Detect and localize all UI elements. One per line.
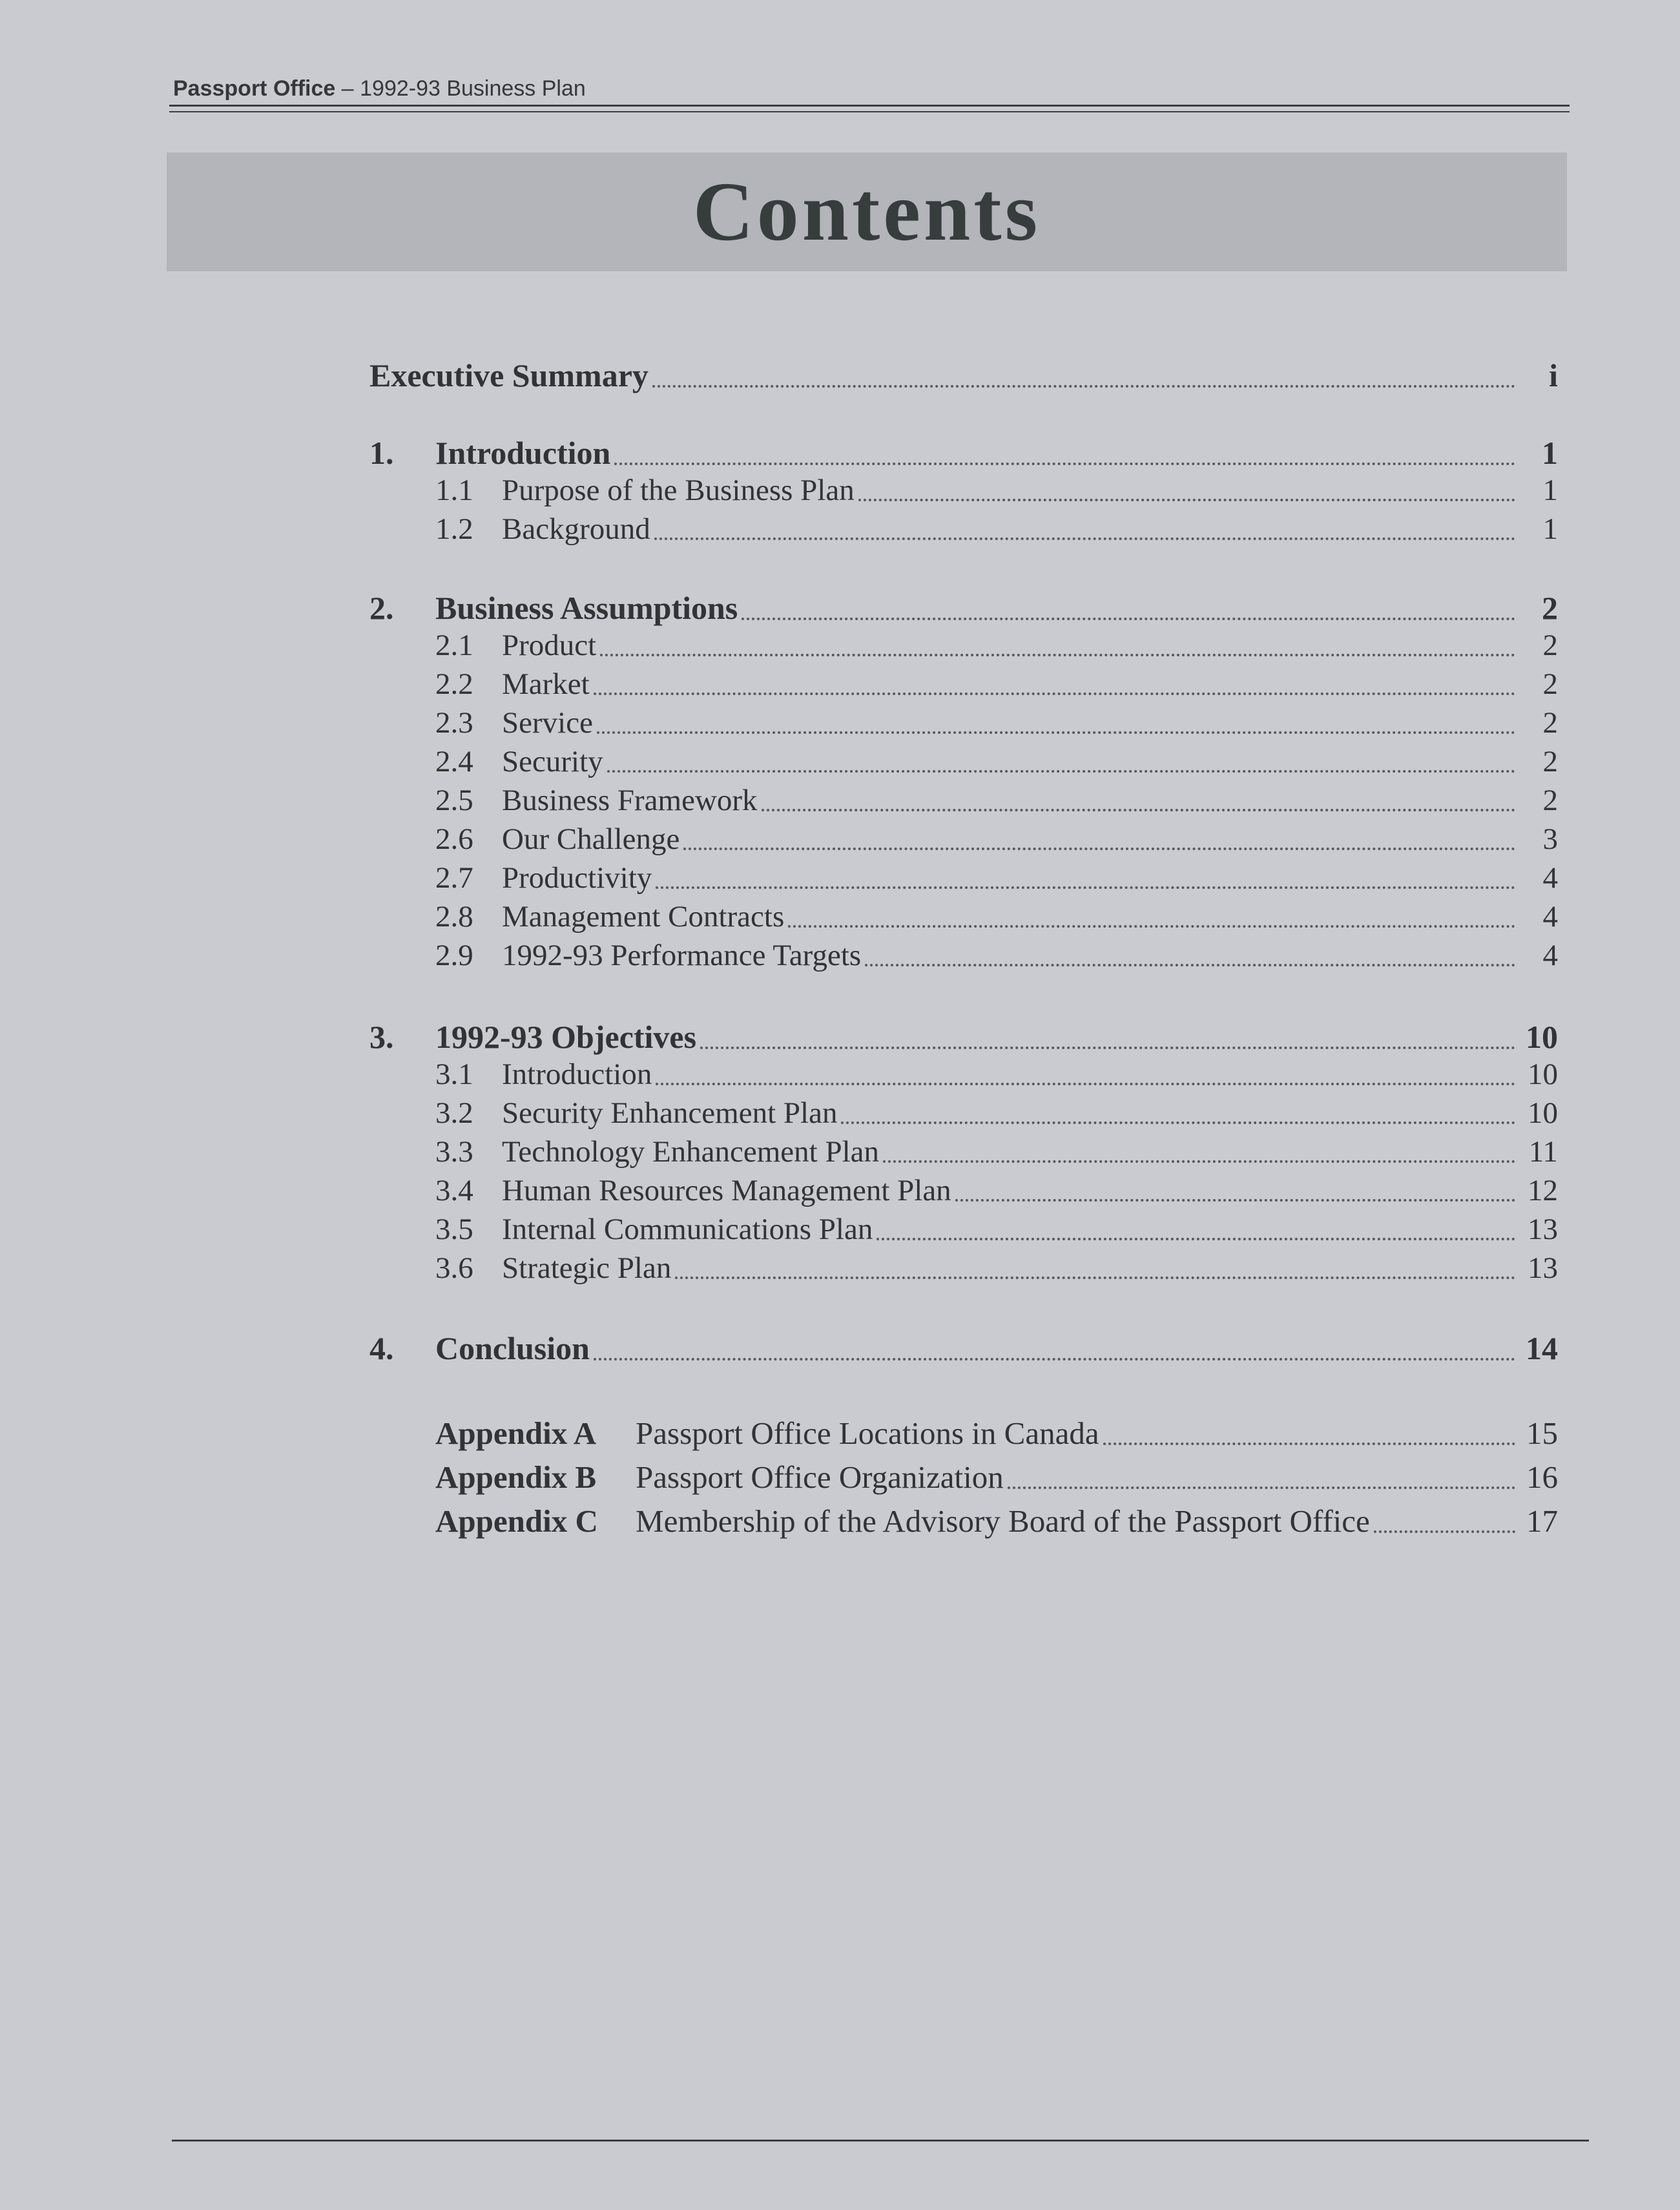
subsection-number: 2.8 xyxy=(435,900,473,933)
subsection-number: 3.4 xyxy=(435,1174,473,1207)
toc-entry-title: Conclusion xyxy=(435,1330,590,1366)
subsection-number: 2.5 xyxy=(435,784,473,817)
dot-leader xyxy=(675,1277,1515,1279)
dot-leader xyxy=(700,1047,1515,1049)
toc-entry-title: Market xyxy=(502,667,590,701)
dot-leader xyxy=(683,848,1515,850)
section-number: 1. xyxy=(369,435,394,471)
page-number: 14 xyxy=(1526,1330,1558,1366)
header-org: Passport Office xyxy=(173,76,336,101)
toc-subsection-2-1[interactable] xyxy=(435,628,1558,663)
subsection-number: 3.1 xyxy=(435,1058,473,1091)
toc-entry-title: Strategic Plan xyxy=(502,1251,672,1285)
dot-leader xyxy=(762,809,1515,811)
page-number: 11 xyxy=(1528,1135,1558,1169)
toc-entry-title: 1992-93 Performance Targets xyxy=(502,939,862,972)
dot-leader xyxy=(600,654,1515,656)
dot-leader xyxy=(741,618,1515,620)
subsection-number: 1.2 xyxy=(435,512,473,546)
dot-leader xyxy=(656,1083,1515,1085)
dot-leader xyxy=(654,537,1515,540)
page-number: 10 xyxy=(1528,1058,1558,1091)
toc-entry-title: Management Contracts xyxy=(502,900,785,933)
dot-leader xyxy=(955,1199,1515,1202)
page-number: 4 xyxy=(1542,900,1558,933)
page-number: i xyxy=(1549,357,1558,393)
page-number: 4 xyxy=(1542,861,1558,895)
dot-leader xyxy=(865,964,1515,966)
dot-leader xyxy=(614,463,1515,465)
toc-entry-title: Product xyxy=(502,629,597,662)
page-number: 13 xyxy=(1528,1251,1558,1285)
subsection-number: 2.7 xyxy=(435,861,473,895)
page-number: 16 xyxy=(1526,1459,1558,1495)
page-number: 2 xyxy=(1542,784,1558,817)
toc-entry-executive-summary[interactable] xyxy=(369,357,1558,394)
toc-section-1[interactable] xyxy=(369,434,1558,472)
appendix-label: Appendix B xyxy=(435,1459,597,1495)
subsection-number: 3.5 xyxy=(435,1213,473,1246)
page-number: 2 xyxy=(1542,706,1558,740)
subsection-number: 2.2 xyxy=(435,667,473,701)
page-number: 2 xyxy=(1542,667,1558,701)
dot-leader xyxy=(1103,1443,1515,1445)
toc-section-2[interactable] xyxy=(369,589,1558,627)
page-number: 4 xyxy=(1542,939,1558,972)
toc-subsection-3-3[interactable] xyxy=(435,1134,1558,1169)
dot-leader xyxy=(1374,1530,1515,1533)
toc-subsection-3-2[interactable] xyxy=(435,1096,1558,1131)
subsection-number: 2.1 xyxy=(435,629,473,662)
toc-appendix-a[interactable] xyxy=(435,1415,1558,1452)
toc-entry-title: Executive Summary xyxy=(369,357,648,393)
page-number: 1 xyxy=(1542,435,1558,471)
page-number: 2 xyxy=(1542,745,1558,778)
dot-leader xyxy=(594,1358,1515,1360)
toc-entry-title: Business Framework xyxy=(502,784,758,817)
page-number: 15 xyxy=(1526,1415,1558,1451)
toc-section-3[interactable] xyxy=(369,1018,1558,1056)
toc-subsection-3-5[interactable] xyxy=(435,1212,1558,1247)
toc-entry-title: Business Assumptions xyxy=(435,590,738,626)
toc-appendix-b[interactable] xyxy=(435,1459,1558,1496)
toc-subsection-1-2[interactable] xyxy=(435,512,1558,547)
toc-subsection-2-8[interactable] xyxy=(435,899,1558,934)
dot-leader xyxy=(652,385,1515,388)
header-separator: – xyxy=(335,76,360,101)
toc-entry-title: Background xyxy=(502,512,650,546)
toc-entry-title: Security xyxy=(502,745,603,778)
page-number: 1 xyxy=(1542,512,1558,546)
toc-subsection-3-6[interactable] xyxy=(435,1251,1558,1286)
subsection-number: 1.1 xyxy=(435,474,473,507)
page-number: 3 xyxy=(1542,822,1558,856)
toc-subsection-2-3[interactable] xyxy=(435,705,1558,740)
toc-entry-title: Our Challenge xyxy=(502,822,680,856)
dot-leader xyxy=(1008,1486,1515,1489)
toc-appendix-c[interactable] xyxy=(435,1503,1558,1539)
page-number: 10 xyxy=(1526,1019,1558,1055)
toc-subsection-2-7[interactable] xyxy=(435,860,1558,895)
page-title: Contents xyxy=(692,165,1041,258)
toc-entry-title: Purpose of the Business Plan xyxy=(502,474,855,507)
toc-entry-title: Internal Communications Plan xyxy=(502,1213,873,1246)
section-number: 2. xyxy=(369,590,394,626)
toc-subsection-2-9[interactable] xyxy=(435,938,1558,973)
toc-entry-title: Passport Office Organization xyxy=(636,1459,1004,1495)
toc-entry-title: 1992-93 Objectives xyxy=(435,1019,697,1055)
page-number: 1 xyxy=(1542,474,1558,507)
appendix-label: Appendix C xyxy=(435,1503,598,1539)
dot-leader xyxy=(788,925,1515,928)
subsection-number: 2.4 xyxy=(435,745,473,778)
dot-leader xyxy=(597,731,1515,734)
dot-leader xyxy=(841,1121,1515,1124)
toc-subsection-1-1[interactable] xyxy=(435,473,1558,508)
section-number: 3. xyxy=(369,1019,394,1055)
subsection-number: 3.2 xyxy=(435,1096,473,1130)
subsection-number: 3.3 xyxy=(435,1135,473,1169)
page-number: 17 xyxy=(1526,1503,1558,1539)
subsection-number: 2.3 xyxy=(435,706,473,740)
toc-entry-title: Human Resources Management Plan xyxy=(502,1174,951,1207)
page-number: 12 xyxy=(1528,1174,1558,1207)
page-number: 13 xyxy=(1528,1213,1558,1246)
dot-leader xyxy=(883,1160,1515,1163)
toc-subsection-2-5[interactable] xyxy=(435,783,1558,818)
subsection-number: 3.6 xyxy=(435,1251,473,1285)
subsection-number: 2.9 xyxy=(435,939,473,972)
toc-entry-title: Passport Office Locations in Canada xyxy=(636,1415,1099,1451)
toc-entry-title: Introduction xyxy=(502,1058,652,1091)
page-number: 2 xyxy=(1542,590,1558,626)
subsection-number: 2.6 xyxy=(435,822,473,856)
toc-section-4[interactable] xyxy=(369,1329,1558,1367)
header-doc: 1992-93 Business Plan xyxy=(360,76,586,101)
toc-subsection-2-2[interactable] xyxy=(435,667,1558,702)
appendix-label: Appendix A xyxy=(435,1415,597,1451)
toc-subsection-2-6[interactable] xyxy=(435,822,1558,857)
section-number: 4. xyxy=(369,1330,394,1366)
toc-entry-title: Membership of the Advisory Board of the Passport Office xyxy=(636,1503,1370,1539)
toc-subsection-3-1[interactable] xyxy=(435,1057,1558,1092)
dot-leader xyxy=(607,770,1515,773)
toc-entry-title: Productivity xyxy=(502,861,652,895)
toc-entry-title: Introduction xyxy=(435,435,611,471)
dot-leader xyxy=(858,499,1515,501)
toc-entry-title: Service xyxy=(502,706,593,740)
toc-subsection-3-4[interactable] xyxy=(435,1173,1558,1208)
toc-entry-title: Technology Enhancement Plan xyxy=(502,1135,880,1169)
dot-leader xyxy=(656,886,1515,889)
toc-subsection-2-4[interactable] xyxy=(435,744,1558,779)
toc-entry-title: Security Enhancement Plan xyxy=(502,1096,838,1130)
footer-rule xyxy=(172,2140,1589,2142)
dot-leader xyxy=(876,1238,1515,1240)
page-number: 10 xyxy=(1528,1096,1558,1130)
page-number: 2 xyxy=(1542,629,1558,662)
dot-leader xyxy=(594,693,1515,695)
